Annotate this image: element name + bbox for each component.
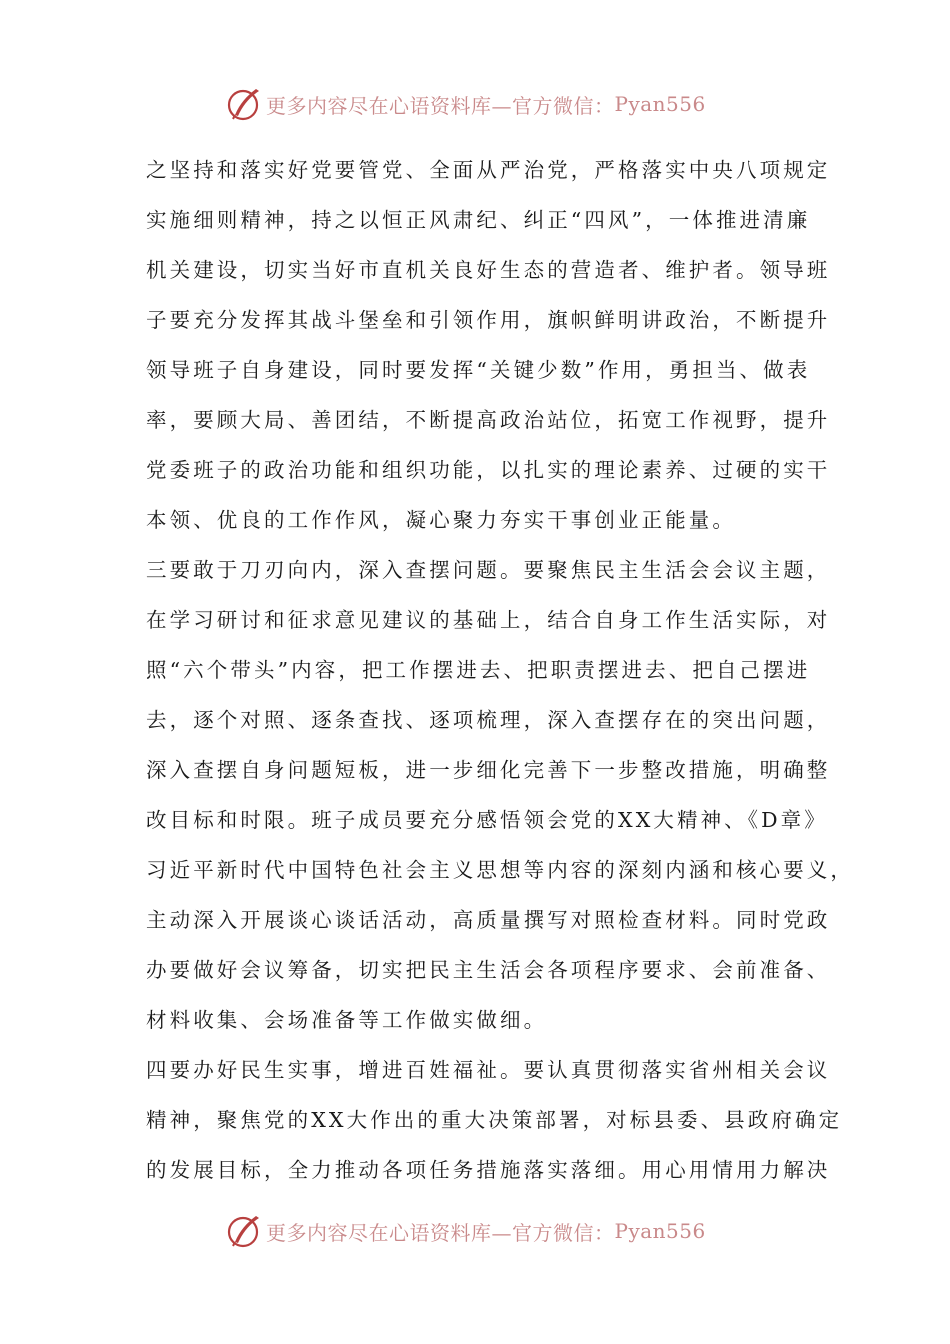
text-line: 办要做好会议筹备，切实把民主生活会各项程序要求、会前准备、 [146, 958, 831, 982]
text-line: 材料收集、会场准备等工作做实做细。 [146, 1008, 548, 1032]
text-line: 党委班子的政治功能和组织功能，以扎实的理论素养、过硬的实干 [146, 458, 831, 482]
text-line: 精神，聚焦党的XX大作出的重大决策部署，对标县委、县政府确定 [146, 1108, 843, 1132]
text-line: 主动深入开展谈心谈话活动，高质量撰写对照检查材料。同时党政 [146, 908, 831, 932]
text-line: 照“六个带头”内容，把工作摆进去、把职责摆进去、把自己摆进 [146, 658, 811, 682]
document-body [146, 145, 854, 1195]
quill-pen-logo-icon [226, 86, 262, 122]
banner-wechat-id: Pyan556 [614, 92, 706, 116]
text-line: 本领、优良的工作作风，凝心聚力夯实干事创业正能量。 [146, 508, 736, 532]
text-line: 改目标和时限。班子成员要充分感悟领会党的XX大精神、《D章》 [146, 808, 828, 832]
banner-slogan: 更多内容尽在心语资料库—官方微信： [266, 1220, 615, 1245]
text-line: 机关建设，切实当好市直机关良好生态的营造者、维护者。领导班 [146, 258, 831, 282]
text-line: 子要充分发挥其战斗堡垒和引领作用，旗帜鲜明讲政治，不断提升 [146, 308, 831, 332]
text-line: 三要敢于刀刃向内，深入查摆问题。要聚焦民主生活会会议主题， [146, 558, 831, 582]
text-line: 深入查摆自身问题短板，进一步细化完善下一步整改措施，明确整 [146, 758, 831, 782]
text-line: 去，逐个对照、逐条查找、逐项梳理，深入查摆存在的突出问题， [146, 708, 831, 732]
text-line: 实施细则精神，持之以恒正风肃纪、纠正“四风”，一体推进清廉 [146, 208, 811, 232]
banner-slogan: 更多内容尽在心语资料库—官方微信： [266, 93, 615, 118]
text-line: 之坚持和落实好党要管党、全面从严治党，严格落实中央八项规定 [146, 158, 831, 182]
banner-wechat-id: Pyan556 [614, 1219, 706, 1243]
header-watermark-banner [0, 82, 950, 126]
text-line: 的发展目标，全力推动各项任务措施落实落细。用心用情用力解决 [146, 1158, 831, 1182]
text-line: 率，要顾大局、善团结，不断提高政治站位，拓宽工作视野，提升 [146, 408, 831, 432]
footer-watermark-banner [0, 1209, 950, 1253]
text-line: 四要办好民生实事，增进百姓福祉。要认真贯彻落实省州相关会议 [146, 1058, 831, 1082]
text-line: 领导班子自身建设，同时要发挥“关键少数”作用，勇担当、做表 [146, 358, 811, 382]
text-line: 在学习研讨和征求意见建议的基础上，结合自身工作生活实际，对 [146, 608, 831, 632]
quill-pen-logo-icon [226, 1213, 262, 1249]
text-line: 习近平新时代中国特色社会主义思想等内容的深刻内涵和核心要义， [146, 858, 854, 882]
